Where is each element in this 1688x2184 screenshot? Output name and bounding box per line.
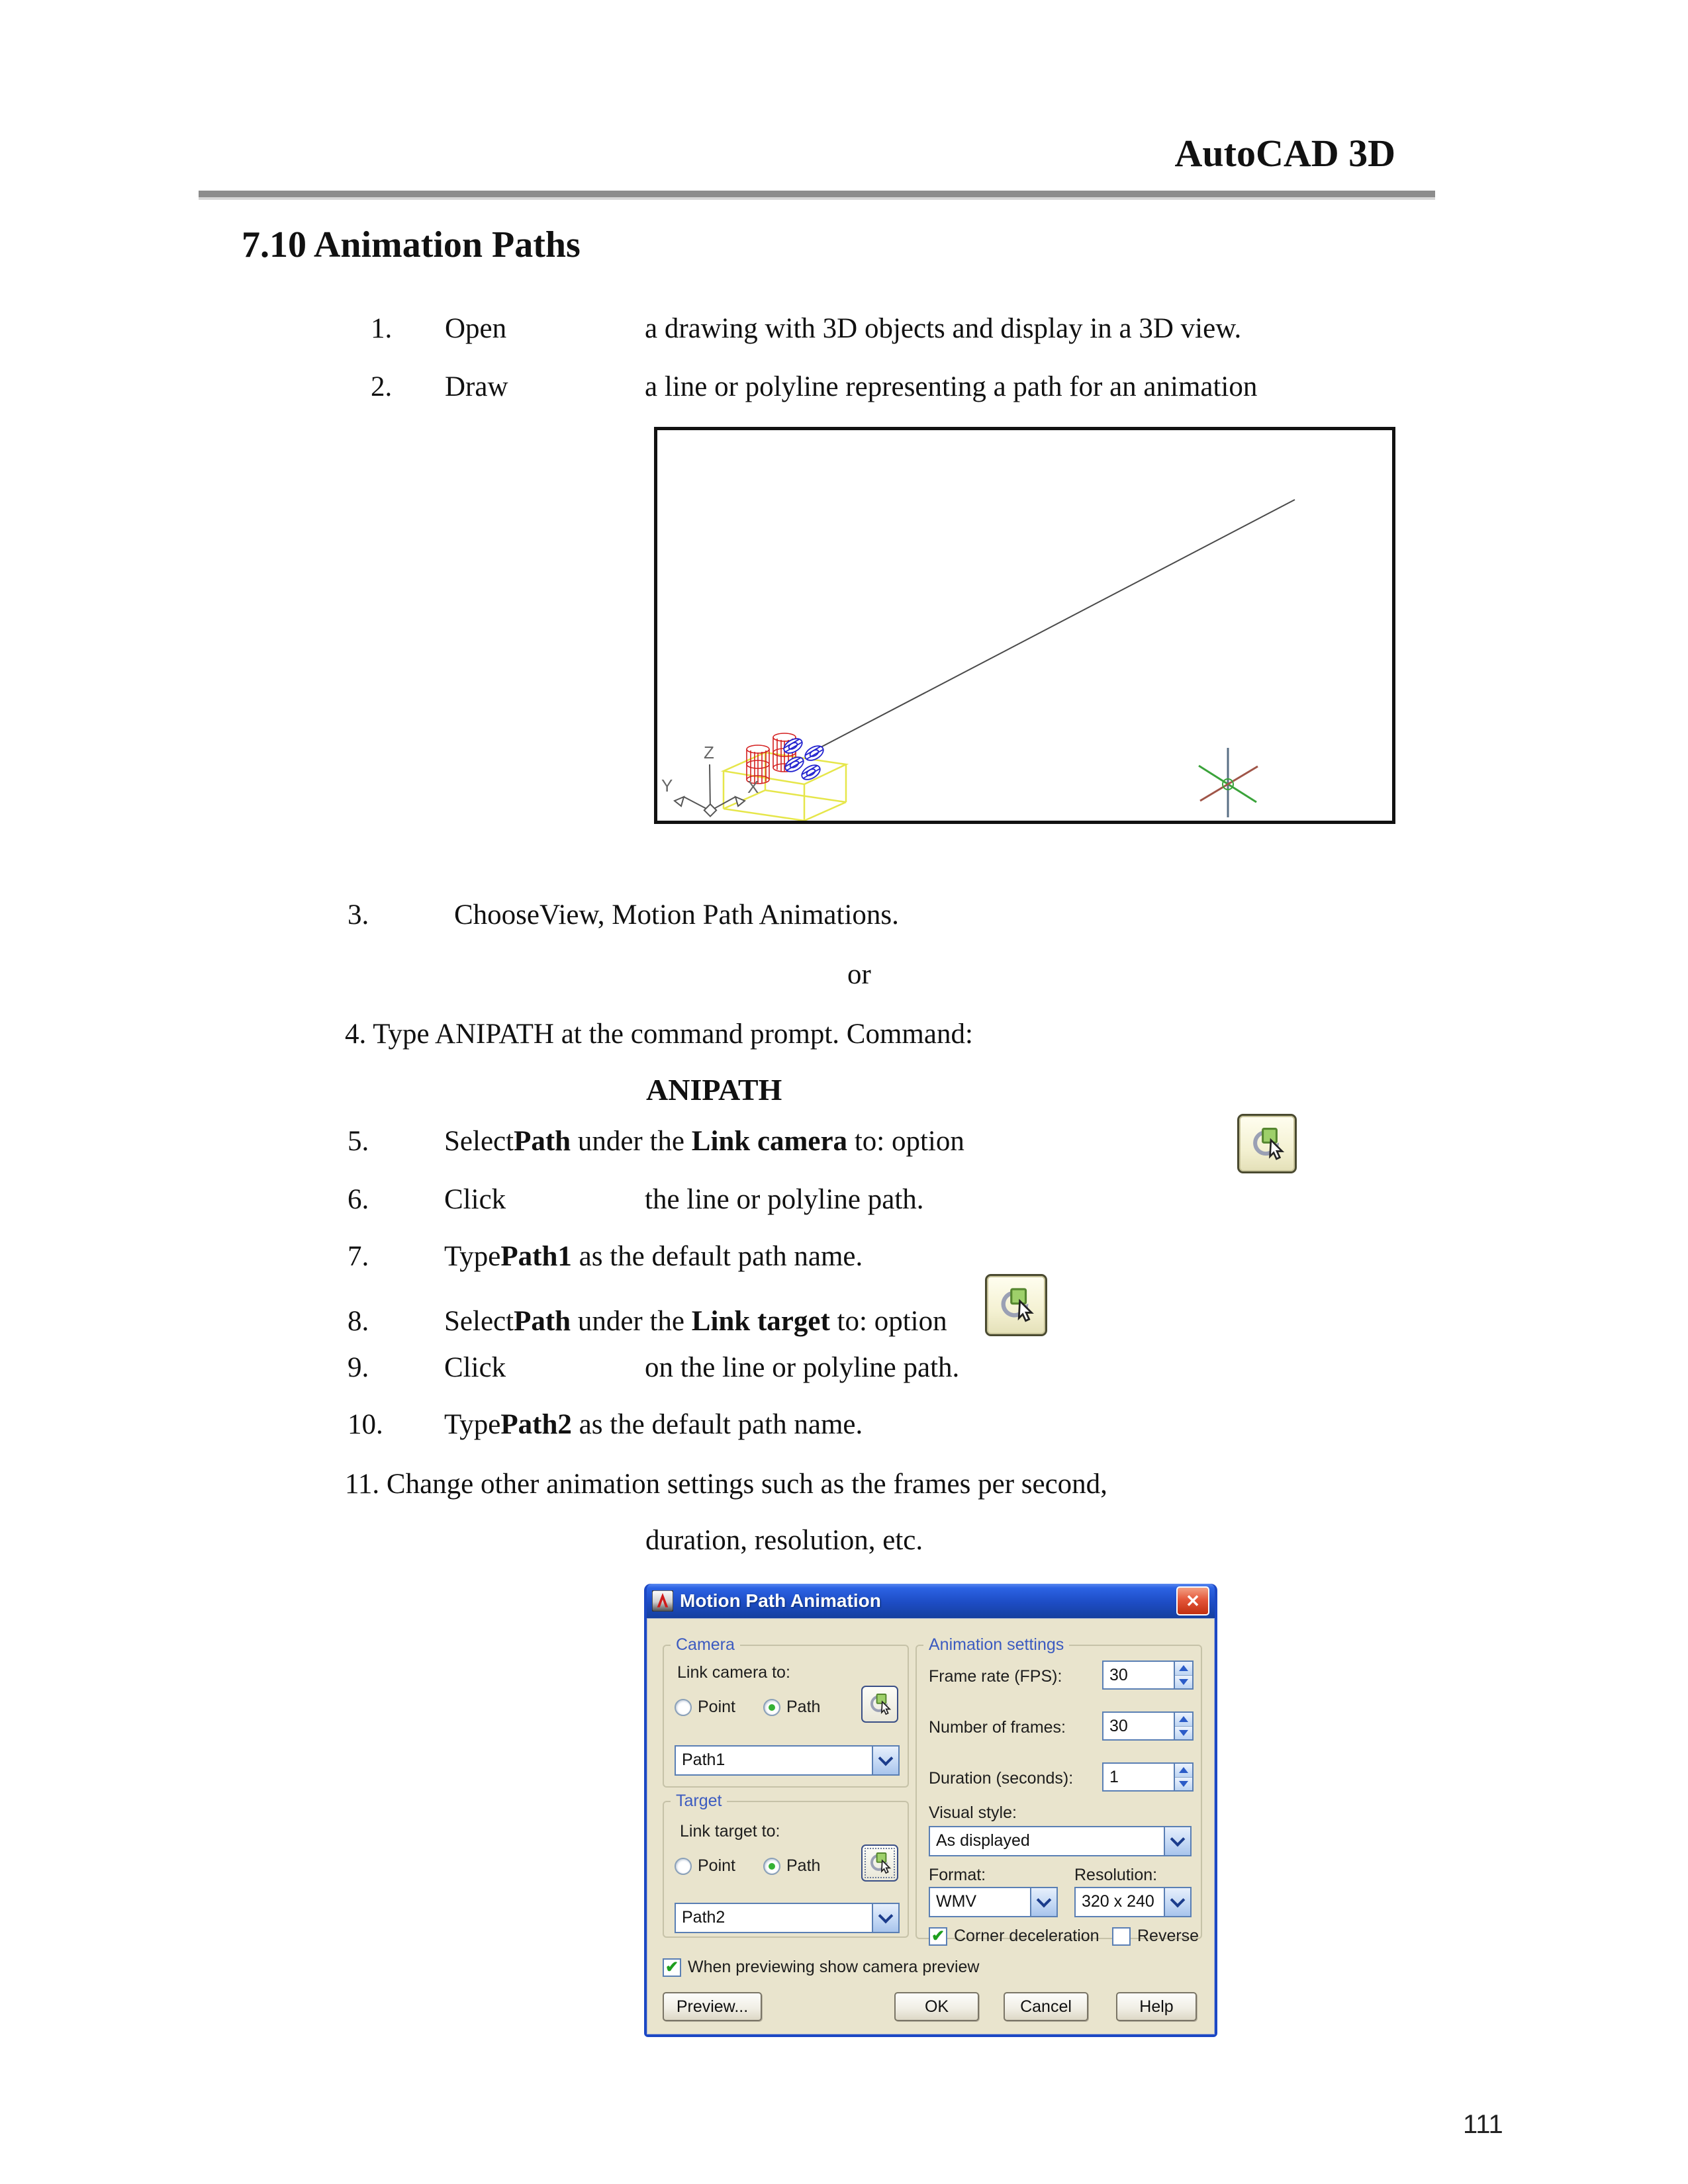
format-label: Format: [929,1866,986,1884]
spin-up-icon[interactable] [1175,1764,1192,1777]
resolution-label: Resolution: [1074,1866,1158,1884]
select-object-icon [985,1274,1047,1336]
camera-select-object-button[interactable] [861,1686,898,1723]
step-number: 10. [348,1409,383,1440]
duration-label: Duration (seconds): [929,1769,1074,1788]
step-text: a drawing with 3D objects and display in a 3D view. [645,313,1242,344]
camera-preview-checkbox[interactable]: ✔ When previewing show camera preview [663,1958,979,1977]
select-object-icon [1237,1114,1297,1173]
step-4: 4. Type ANIPATH at the command prompt. Command: [345,1019,973,1050]
section-title: 7.10 Animation Paths [242,224,581,265]
animation-settings-group [915,1635,1202,1945]
radio-icon [675,1858,692,1875]
checkbox-unchecked-icon [1112,1927,1131,1946]
y-axis-label: Y [661,776,673,796]
duration-spinner[interactable]: 1 [1102,1762,1194,1792]
spin-down-icon[interactable] [1175,1675,1192,1689]
target-group [663,1792,909,1938]
dropdown-arrow-icon[interactable] [1164,1888,1190,1916]
target-path-radio[interactable]: Path [763,1856,820,1876]
dialog-titlebar[interactable] [647,1584,1215,1618]
radio-selected-icon [763,1858,780,1875]
step-text: TypePath2 as the default path name. [444,1409,863,1440]
radio-icon [675,1699,692,1716]
or-text: or [847,959,871,990]
motion-path-animation-dialog [644,1584,1217,2037]
frame-rate-label: Frame rate (FPS): [929,1667,1062,1686]
step-number: 2. [371,371,393,402]
dialog-title: Motion Path Animation [680,1590,881,1611]
checkbox-checked-icon: ✔ [929,1927,947,1946]
dialog-body [647,1618,1215,2034]
visual-style-dropdown[interactable]: As displayed [929,1826,1192,1856]
point-marker-icon [1199,748,1258,817]
spin-up-icon[interactable] [1175,1662,1192,1675]
spin-down-icon[interactable] [1175,1777,1192,1791]
page-number: 111 [1463,2110,1503,2139]
target-group-label: Target [671,1792,727,1811]
spin-up-icon[interactable] [1175,1713,1192,1726]
step-11-line2: duration, resolution, etc. [645,1525,923,1556]
dropdown-arrow-icon[interactable] [872,1747,898,1774]
frame-rate-spinner[interactable]: 30 [1102,1661,1194,1690]
camera-group-label: Camera [671,1635,740,1655]
step-11-line1: 11. Change other animation settings such as the frames per second, [345,1469,1107,1500]
corner-deceleration-checkbox[interactable]: ✔ Corner deceleration [929,1927,1100,1946]
path-line [820,500,1295,748]
reverse-checkbox[interactable]: Reverse [1112,1927,1199,1946]
ok-button[interactable]: OK [894,1992,979,2021]
z-axis-label: Z [704,743,714,762]
target-point-radio[interactable]: Point [675,1856,735,1876]
link-target-label: Link target to: [680,1822,780,1841]
step-text: the line or polyline path. [645,1184,924,1215]
help-button[interactable]: Help [1116,1992,1197,2021]
step-number: 3. [348,899,369,931]
cancel-button[interactable]: Cancel [1004,1992,1088,2021]
resolution-dropdown[interactable]: 320 x 240 [1074,1887,1192,1917]
camera-path-dropdown[interactable]: Path1 [675,1745,900,1776]
link-camera-label: Link camera to: [677,1663,790,1682]
step-text: on the line or polyline path. [645,1352,960,1383]
step-text: SelectPath under the Link target to: option [444,1306,947,1337]
dropdown-arrow-icon[interactable] [1164,1827,1190,1855]
target-path-dropdown[interactable]: Path2 [675,1903,900,1933]
step-number: 8. [348,1306,369,1337]
step-verb: Open [445,313,507,344]
number-of-frames-label: Number of frames: [929,1718,1066,1737]
x-axis-label: X [747,777,759,797]
radio-selected-icon [763,1699,780,1716]
step-text: a line or polyline representing a path for an animation [645,371,1258,402]
autocad-icon [652,1590,673,1612]
step-number: 1. [371,313,393,344]
step-text: SelectPath under the Link camera to: option [444,1126,964,1157]
cad-drawing-figure [654,427,1395,824]
step-text: ChooseView, Motion Path Animations. [454,899,899,931]
camera-point-radio[interactable]: Point [675,1698,735,1717]
cad-drawing-canvas [657,430,1392,821]
step-number: 7. [348,1241,369,1272]
number-of-frames-spinner[interactable]: 30 [1102,1711,1194,1741]
spin-down-icon[interactable] [1175,1726,1192,1740]
step-number: 9. [348,1352,369,1383]
step-number: 6. [348,1184,369,1215]
preview-button[interactable]: Preview... [663,1992,762,2021]
step-number: 5. [348,1126,369,1157]
animation-settings-label: Animation settings [923,1635,1069,1655]
visual-style-label: Visual style: [929,1803,1017,1822]
target-select-object-button[interactable] [861,1844,898,1882]
format-dropdown[interactable]: WMV [929,1887,1058,1917]
step-verb: Click [444,1352,506,1383]
checkbox-checked-icon: ✔ [663,1958,681,1977]
step-verb: Draw [445,371,508,402]
anipath-command: ANIPATH [646,1073,782,1107]
close-icon[interactable]: ✕ [1176,1586,1209,1615]
page-header: AutoCAD 3D [1174,132,1395,175]
header-rule [199,191,1435,200]
step-text: TypePath1 as the default path name. [444,1241,863,1272]
camera-path-radio[interactable]: Path [763,1698,820,1717]
step-verb: Click [444,1184,506,1215]
dropdown-arrow-icon[interactable] [1030,1888,1056,1916]
camera-group [663,1635,909,1788]
dropdown-arrow-icon[interactable] [872,1904,898,1932]
